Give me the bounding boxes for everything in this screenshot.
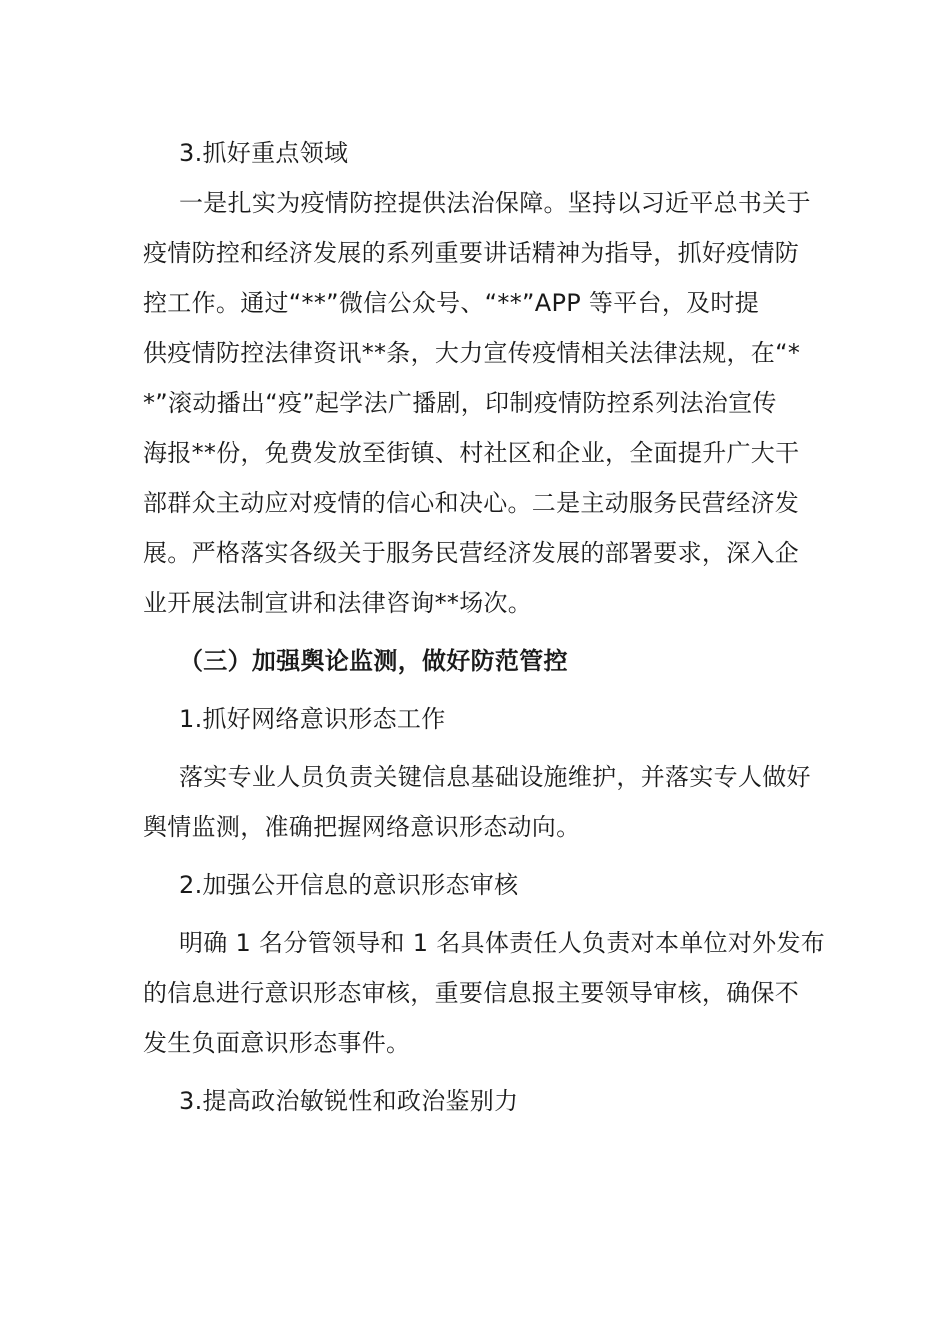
paragraph-line: 落实专业人员负责关键信息基础设施维护，并落实专人做好 [179,763,811,791]
paragraph-line: 的信息进行意识形态审核，重要信息报主要领导审核，确保不 [143,979,800,1007]
paragraph-line: 一是扎实为疫情防控提供法治保障。坚持以习近平总书关于 [179,189,811,217]
paragraph-line: 控工作。通过“**”微信公众号、“**”APP 等平台，及时提 [143,289,760,317]
paragraph-line: 供疫情防控法律资讯**条，大力宣传疫情相关法律法规，在“* [143,339,801,367]
paragraph-line: *”滚动播出“疫”起学法广播剧，印制疫情防控系列法治宣传 [143,389,777,417]
subsection-heading-political-acuity: 3.提高政治敏锐性和政治鉴别力 [179,1087,519,1115]
subsection-heading-information-review: 2.加强公开信息的意识形态审核 [179,871,519,899]
paragraph-line: 部群众主动应对疫情的信心和决心。二是主动服务民营经济发 [143,489,800,517]
paragraph-line: 海报**份，免费发放至街镇、村社区和企业，全面提升广大干 [143,439,800,467]
paragraph-line: 明确 1 名分管领导和 1 名具体责任人负责对本单位对外发布 [179,929,826,957]
paragraph-line: 舆情监测，准确把握网络意识形态动向。 [143,813,581,841]
paragraph-line: 发生负面意识形态事件。 [143,1029,411,1057]
document-body [143,128,826,1126]
section-heading-public-opinion: （三）加强舆论监测，做好防范管控 [179,647,568,675]
paragraph-line: 展。严格落实各级关于服务民营经济发展的部署要求，深入企 [143,539,800,567]
subsection-heading-network-ideology: 1.抓好网络意识形态工作 [179,705,446,733]
paragraph-line: 业开展法制宣讲和法律咨询**场次。 [143,589,533,617]
section-heading-key-areas: 3.抓好重点领域 [179,139,349,167]
paragraph-line: 疫情防控和经济发展的系列重要讲话精神为指导，抓好疫情防 [143,239,800,267]
